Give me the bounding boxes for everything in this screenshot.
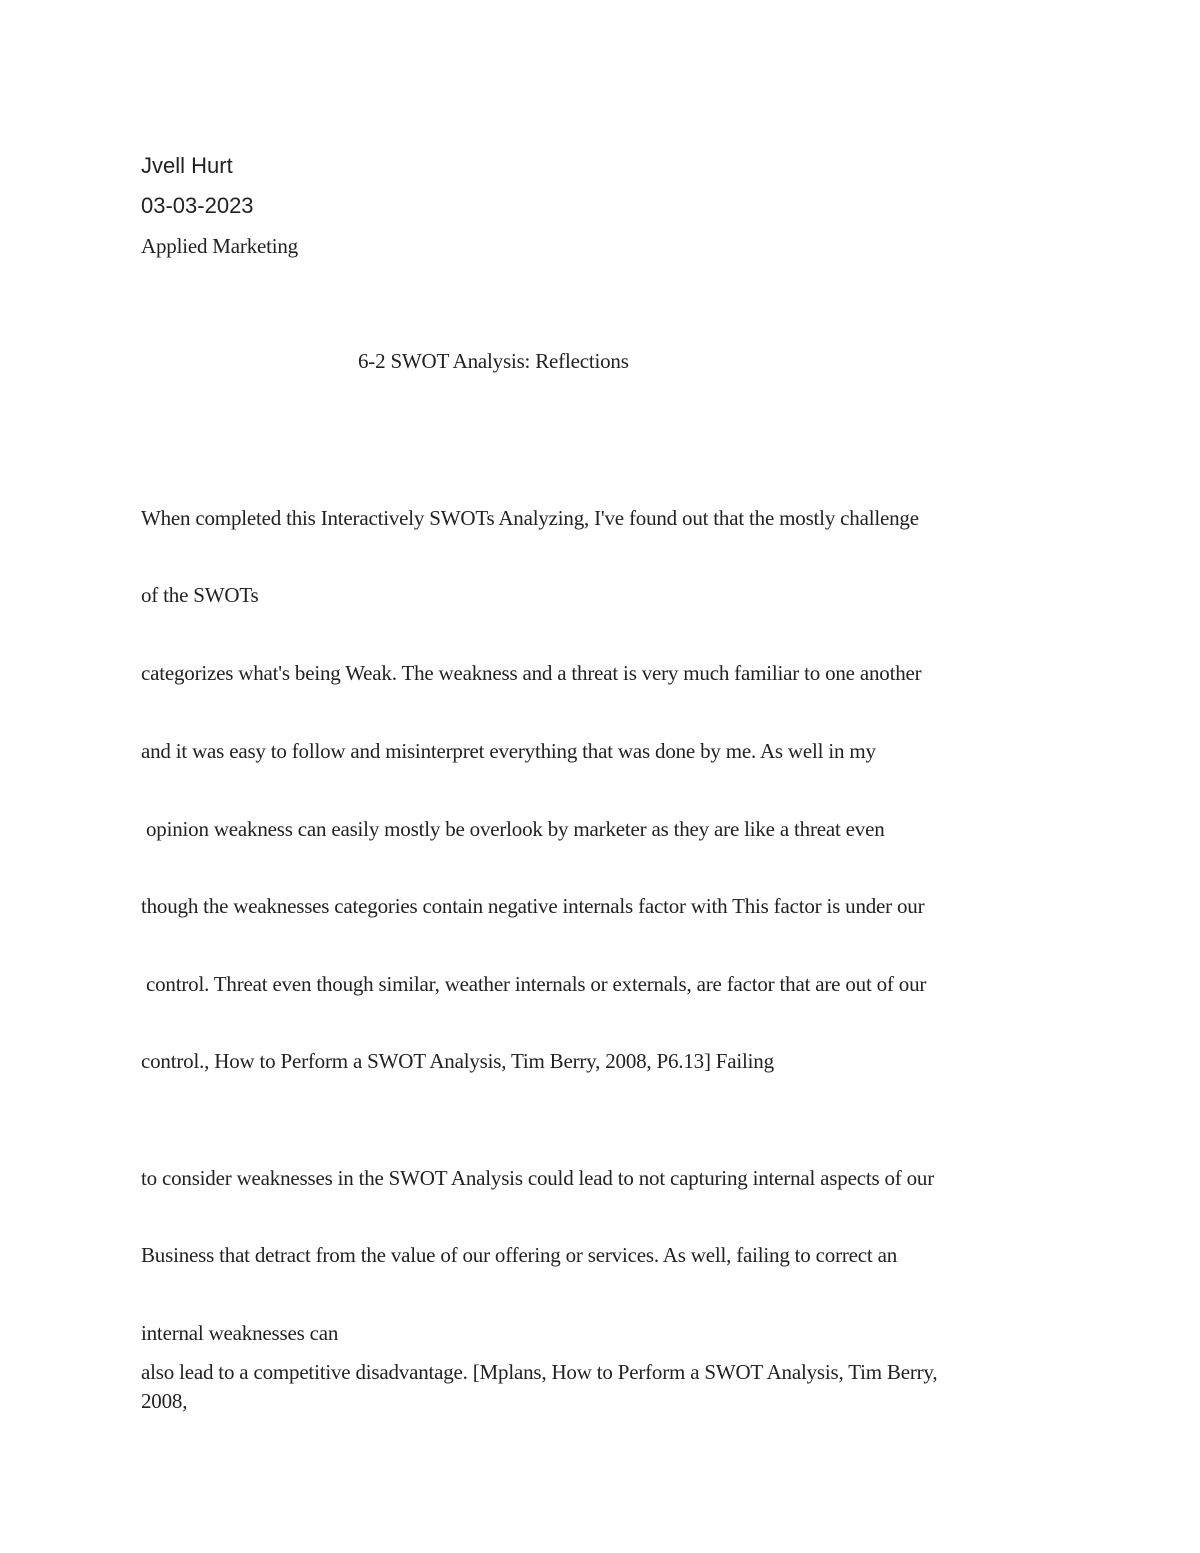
body-line: Business that detract from the value of our offering or services. As well, failing to correct an [141, 1243, 898, 1267]
document-title: 6-2 SWOT Analysis: Reflections [358, 349, 629, 373]
body-line: of the SWOTs [141, 583, 259, 607]
document-date: 03-03-2023 [141, 193, 254, 218]
body-line: 2008, [141, 1389, 188, 1413]
body-line: opinion weakness can easily mostly be overlook by marketer as they are like a threat even [146, 817, 885, 841]
body-line: to consider weaknesses in the SWOT Analysis could lead to not capturing internal aspects of our [141, 1166, 935, 1190]
body-line: internal weaknesses can [141, 1321, 339, 1345]
body-line: though the weaknesses categories contain negative internals factor with This factor is under our [141, 894, 925, 918]
author-name: Jvell Hurt [141, 153, 233, 178]
body-line: control., How to Perform a SWOT Analysis, Tim Berry, 2008, P6.13] Failing [141, 1049, 774, 1073]
body-line: When completed this Interactively SWOTs Analyzing, I've found out that the mostly challenge [141, 506, 919, 530]
body-line: also lead to a competitive disadvantage. [Mplans, How to Perform a SWOT Analysis, Tim Berry, [141, 1360, 938, 1384]
body-line: categorizes what's being Weak. The weakness and a threat is very much familiar to one another [141, 661, 922, 685]
course-name: Applied Marketing [141, 234, 298, 258]
body-line: control. Threat even though similar, weather internals or externals, are factor that are out of our [146, 972, 927, 996]
body-line: and it was easy to follow and misinterpret everything that was done by me. As well in my [141, 739, 876, 763]
